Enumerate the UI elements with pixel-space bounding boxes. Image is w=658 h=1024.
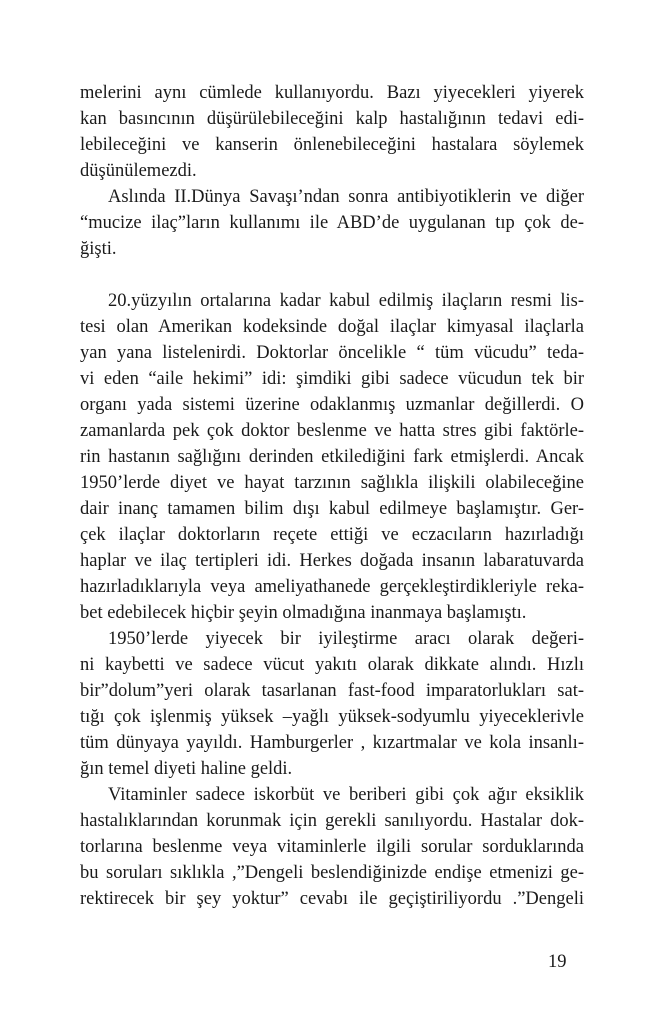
text-line: tüm dünyaya yayıldı. Hamburgerler , kızartmalar ve kola insanlı- xyxy=(80,733,584,753)
text-line: Vitaminler sadece iskorbüt ve beriberi gibi çok ağır eksiklik xyxy=(108,785,584,805)
text-line: tığı çok işlenmiş yüksek –yağlı yüksek-sodyumlu yiyeceklerivle xyxy=(80,707,584,727)
text-line: hazırladıklarıyla veya ameliyathanede gerçekleştirdikleriyle reka- xyxy=(80,577,584,597)
text-line: Aslında II.Dünya Savaşı’ndan sonra antibiyotiklerin ve diğer xyxy=(108,187,584,207)
text-line: ğın temel diyeti haline geldi. xyxy=(80,759,293,779)
text-line: zamanlarda pek çok doktor beslenme ve hatta stres gibi faktörle- xyxy=(80,421,584,441)
text-line: yan yana listelenirdi. Doktorlar öncelikle “ tüm vücudu” teda- xyxy=(80,343,584,363)
paragraph-gap xyxy=(80,262,584,288)
text-line: tesi olan Amerikan kodeksinde doğal ilaçlar kimyasal ilaçlarla xyxy=(80,317,584,337)
text-line: ni kaybetti ve sadece vücut yakıtı olarak dikkate alındı. Hızlı xyxy=(80,655,584,675)
text-line: haplar ve ilaç tertipleri idi. Herkes doğada insanın labaratuvarda xyxy=(80,551,584,571)
text-line: rin hastanın sağlığını derinden etkilediğini fark etmişlerdi. Ancak xyxy=(80,447,584,467)
page-number: 19 xyxy=(548,952,567,972)
text-line: dair inanç tamamen bilim dışı kabul edilmeye başlamıştır. Ger- xyxy=(80,499,584,519)
text-line: 20.yüzyılın ortalarına kadar kabul edilmiş ilaçların resmi lis- xyxy=(108,291,584,311)
text-line: lebileceğini ve kanserin önlenebileceğini hastalara söylemek xyxy=(80,135,584,155)
text-line: bu soruları sıklıkla ,”Dengeli beslendiğinizde endişe etmenizi ge- xyxy=(80,863,584,883)
text-line: ğişti. xyxy=(80,239,117,259)
text-line: bir”dolum”yeri olarak tasarlanan fast-food imparatorlukları sat- xyxy=(80,681,584,701)
text-line: rektirecek bir şey yoktur” cevabı ile geçiştiriliyordu .”Dengeli xyxy=(80,889,584,909)
text-line: 1950’lerde diyet ve hayat tarzının sağlıkla ilişkili olabileceğine xyxy=(80,473,584,493)
text-line: 1950’lerde yiyecek bir iyileştirme aracı olarak değeri- xyxy=(108,629,584,649)
text-line: organı yada sistemi üzerine odaklanmış uzmanlar değillerdi. O xyxy=(80,395,584,415)
text-line: bet edebilecek hiçbir şeyin olmadığına inanmaya başlamıştı. xyxy=(80,603,527,623)
text-line: düşünülemezdi. xyxy=(80,161,197,181)
text-line: melerini aynı cümlede kullanıyordu. Bazı yiyecekleri yiyerek xyxy=(80,83,584,103)
page-body xyxy=(80,80,584,912)
text-line: vi eden “aile hekimi” idi: şimdiki gibi sadece vücudun tek bir xyxy=(80,369,584,389)
text-line: “mucize ilaç”ların kullanımı ile ABD’de uygulanan tıp çok de- xyxy=(80,213,584,233)
text-line: hastalıklarından korunmak için gerekli sanılıyordu. Hastalar dok- xyxy=(80,811,584,831)
text-line: torlarına beslenme veya vitaminlerle ilgili sorular sorduklarında xyxy=(80,837,584,857)
text-line: çek ilaçlar doktorların reçete ettiği ve eczacıların hazırladığı xyxy=(80,525,584,545)
text-line: kan basıncının düşürülebileceğini kalp hastalığının tedavi edi- xyxy=(80,109,584,129)
